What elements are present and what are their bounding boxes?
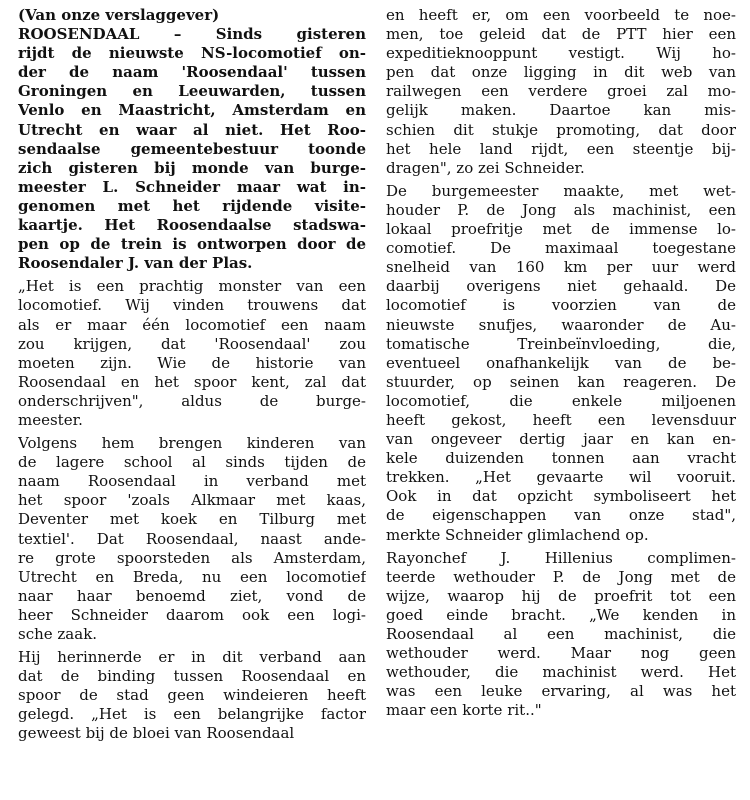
text-line: heeft gekost, heeft een levensduur [386,410,736,429]
text-line: onderschrijven", aldus de burge- [18,391,366,410]
text-line: „Het is een prachtig monster van een [18,277,366,296]
text-line: teerde wethouder P. de Jong met de [386,567,736,586]
text-line: Utrecht en Breda, nu een locomotief [18,567,366,586]
text-line: merkte Schneider glimlachend op. [386,525,649,544]
text-line: pen op de trein is ontworpen door de [18,235,366,254]
text-line: de eigenschappen van onze stad", [386,506,736,525]
text-line: lokaal proefritje met de immense lo- [386,220,736,239]
text-line: kaartje. Het Roosendaalse stadswa- [18,216,366,235]
text-line: heer Schneider daarom ook een logi- [18,605,366,624]
text-line: eventueel onafhankelijk van de be- [386,353,736,372]
text-line: Deventer met koek en Tilburg met [18,510,366,529]
text-line: meester. [18,410,83,429]
text-line: gelegd. „Het is een belangrijke factor [18,705,366,724]
paragraph [386,549,736,721]
text-line: locomotief. Wij vinden trouwens dat [18,296,366,315]
text-line: maar een korte rit.." [386,701,542,720]
text-line: spoor de stad geen windeieren heeft [18,686,366,705]
text-line: Utrecht en waar al niet. Het Roo- [18,120,366,139]
text-line: Volgens hem brengen kinderen van [18,434,366,453]
paragraph [18,277,366,430]
text-line: meester L. Schneider maar wat in- [18,177,366,196]
text-line: de lagere school al sinds tijden de [18,453,366,472]
text-line: Ook in dat opzicht symboliseert het [386,487,736,506]
text-line: Venlo en Maastricht, Amsterdam en [18,101,366,120]
text-line: gelijk maken. Daartoe kan mis- [386,101,736,120]
text-line: houder P. de Jong als machinist, een [386,200,736,219]
text-line: rijdt de nieuwste NS-locomotief on- [18,44,366,63]
paragraph [18,648,366,743]
byline: (Van onze verslaggever) [18,6,220,24]
text-line: moeten zijn. Wie de historie van [18,353,366,372]
text-line: textiel'. Dat Roosendaal, naast ande- [18,529,366,548]
text-line: goed einde bracht. „We kenden in [386,605,736,624]
text-line: Roosendaal al een machinist, die [386,625,736,643]
text-line: wijze, waarop hij de proefrit tot een [386,586,736,605]
left-body [18,273,366,743]
text-line: nieuwste snufjes, waaronder de Au- [386,315,736,334]
text-line: van ongeveer dertig jaar en kan en- [386,430,736,449]
text-line: locomotief is voorzien van de [386,296,736,315]
text-line: Rayonchef J. Hillenius complimen- [386,548,736,567]
text-line: als er maar één locomotief een naam [18,315,366,334]
right-column [386,6,736,720]
text-line: geweest bij de bloei van Roosendaal [18,724,295,743]
right-body [386,6,736,720]
left-column [18,6,366,744]
text-line: De burgemeester maakte, met wet- [386,181,736,200]
text-line: daarbij overigens niet gehaald. De [386,277,736,296]
text-line: sche zaak. [18,625,98,643]
text-line: pen dat onze ligging in dit web van [386,63,736,82]
text-line: comotief. De maximaal toegestane [386,239,736,258]
text-line: wethouder werd. Maar nog geen [386,644,736,663]
lead-paragraph [18,25,366,273]
text-line: naam Roosendaal in verband met [18,472,366,491]
text-line: sendaalse gemeentebestuur toonde [18,139,366,158]
text-line: expeditieknooppunt vestigt. Wij ho- [386,44,736,63]
paragraph [386,6,736,178]
text-line: kele duizenden tonnen aan vracht [386,449,736,468]
text-line: zou krijgen, dat 'Roosendaal' zou [18,334,366,353]
text-line: tomatische Treinbeïnvloeding, die, [386,334,736,353]
text-line: trekken. „Het gevaarte wil vooruit. [386,468,736,487]
text-line: snelheid van 160 km per uur werd [386,258,736,277]
text-line: het hele land rijdt, een steentje bij- [386,139,736,158]
text-line: locomotief, die enkele miljoenen [386,391,736,410]
text-line: Roosendaal en het spoor kent, zal dat [18,372,366,391]
text-line: was een leuke ervaring, al was het [386,682,736,701]
text-line: dat de binding tussen Roosendaal en [18,667,366,686]
text-line: stuurder, op seinen kan reageren. De [386,372,736,391]
text-line: der de naam 'Roosendaal' tussen [18,63,366,82]
text-line: dragen", zo zei Schneider. [386,158,585,177]
paragraph [386,182,736,545]
text-line: ROOSENDAAL – Sinds gisteren [18,25,366,44]
text-line: het spoor 'zoals Alkmaar met kaas, [18,491,366,510]
text-line: men, toe geleid dat de PTT hier een [386,25,736,44]
text-line: zich gisteren bij monde van burge- [18,158,366,177]
text-line: Groningen en Leeuwarden, tussen [18,82,366,101]
text-line: naar haar benoemd ziet, vond de [18,586,366,605]
text-line: schien dit stukje promoting, dat door [386,120,736,139]
text-line: genomen met het rijdende visite- [18,196,366,215]
text-line: Roosendaler J. van der Plas. [18,254,253,273]
paragraph [18,434,366,644]
text-line: en heeft er, om een voorbeeld te noe- [386,6,736,24]
text-line: re grote spoorsteden als Amsterdam, [18,548,366,567]
text-line: Hij herinnerde er in dit verband aan [18,648,366,667]
text-line: wethouder, die machinist werd. Het [386,663,736,682]
text-line: railwegen een verdere groei zal mo- [386,82,736,101]
